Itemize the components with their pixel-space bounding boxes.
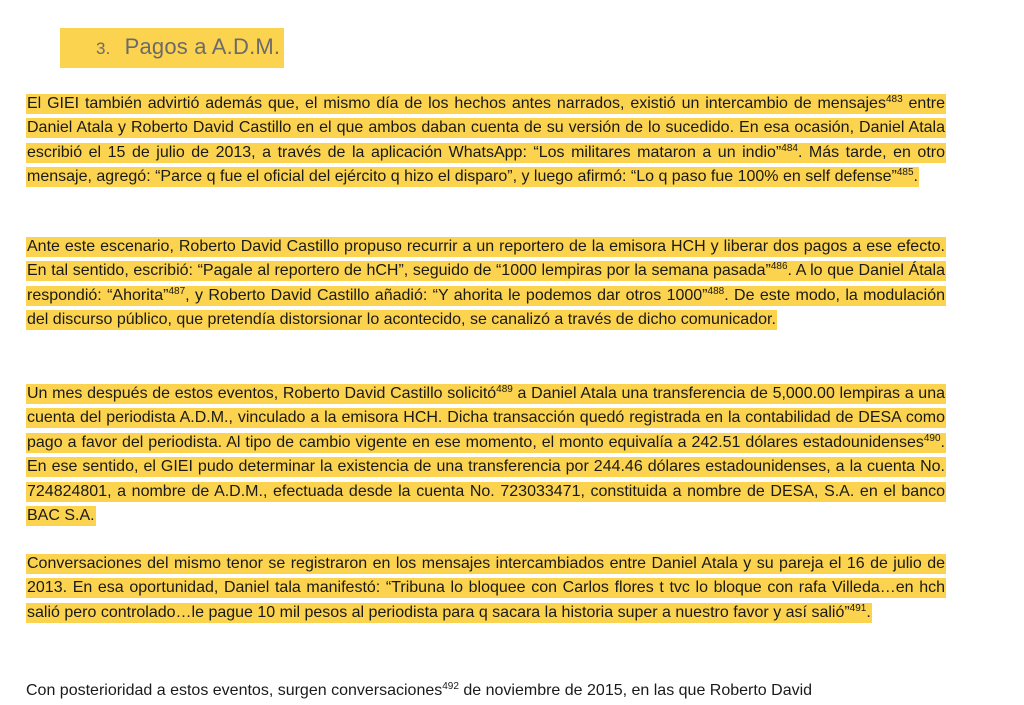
footnote-ref-485[interactable]: 485 [896,167,914,179]
text-run: Un mes después de estos eventos, Roberto David Castillo solicitó [27,385,497,402]
text-run: Ante este escenario, Roberto David Castillo propuso recurrir a un reportero de la emisora HCH y liberar dos pagos a ese efecto. En tal sentido, escribió: “Pagale al reportero de hCH”, seguido de “1000 lempiras por la semana pasada” [27,238,945,280]
section-heading [60,28,284,68]
text-run: . De este modo, la modulación del discurso público, que pretendía distorsionar lo acontecido, se canalizó a través de dicho comunicador. [27,286,946,329]
footnote-ref-491[interactable]: 491 [849,602,867,614]
footnote-ref-486[interactable]: 486 [770,261,788,273]
text-run: Con posterioridad a estos eventos, surgen conversaciones [26,682,443,699]
text-run: El GIEI también advirtió además que, el mismo día de los hechos antes narrados, existió un intercambio de mensajes [27,95,886,112]
highlight-span [26,554,946,623]
paragraph-later-conversations [26,679,812,703]
text-run: Conversaciones del mismo tenor se registraron en los mensajes intercambiados entre Daniel Atala y su pareja el 16 de julio de 2013. En esa oportunidad, Daniel tala manifestó: “Tribuna lo bloquee con Carlos flores t tvc lo bloque con rafa Villeda…en hch salió pero controlado…le pague 10 mil pesos al periodista para q sacara la historia super a nuestro favor y así salió” [27,555,945,621]
footnote-ref-484[interactable]: 484 [781,142,798,154]
paragraph-partner-messages [26,552,946,625]
text-run: . [913,168,918,186]
text-run: . A lo que Daniel Átala respondió: “Ahorita” [27,262,945,304]
highlight-span [26,384,946,526]
text-run: entre Daniel Atala y Roberto David Castillo en el que ambos daban cuenta de su versión de lo sucedido. En esa ocasión, Daniel Atala escribió el 15 de julio de 2013, a través de la aplicación WhatsApp: “Los militares mataron a un indio” [27,95,945,161]
paragraph-giei-messages [26,92,946,190]
text-run: a Daniel Atala una transferencia de 5,000.00 lempiras a una cuenta del periodista A.D.M., vinculado a la emisora HCH. Dicha transacción quedó registrada en la contabilidad de DESA como pago a favor del periodista. Al tipo de cambio vigente en ese momento, el monto equivalía a 242.51 dólares estadounidenses [27,385,945,451]
footnote-ref-492[interactable]: 492 [442,681,459,692]
highlight-span [26,237,946,330]
document-page [26,28,946,699]
section-number: 3. [96,39,111,58]
text-run: . Más tarde, en otro mensaje, agregó: “Parce q fue el oficial del ejército q hizo el disparo”, y luego afirmó: “Lo q paso fue 100% en self defense” [27,143,946,186]
text-run: . [866,603,871,621]
paragraph-hch-reporter [26,235,946,333]
footnote-ref-490[interactable]: 490 [923,432,941,444]
footnote-ref-488[interactable]: 488 [707,285,725,297]
text-run: . En ese sentido, el GIEI pudo determinar la existencia de una transferencia por 244.46 dólares estadounidenses, a la cuenta No. 724824801, a nombre de A.D.M., efectuada desde la cuenta No. 723033471, constituida a nombre de DESA, S.A. en el banco BAC S.A. [27,433,945,525]
section-title: Pagos a A.D.M. [124,34,281,59]
paragraph-transfer [26,382,946,528]
footnote-ref-483[interactable]: 483 [885,94,903,105]
footnote-ref-489[interactable]: 489 [496,384,513,395]
highlight-span [26,94,946,187]
footnote-ref-487[interactable]: 487 [168,285,186,297]
text-run: de noviembre de 2015, en las que Roberto David [458,682,813,699]
text-run: , y Roberto David Castillo añadió: “Y ahorita le podemos dar otros 1000” [185,286,708,304]
